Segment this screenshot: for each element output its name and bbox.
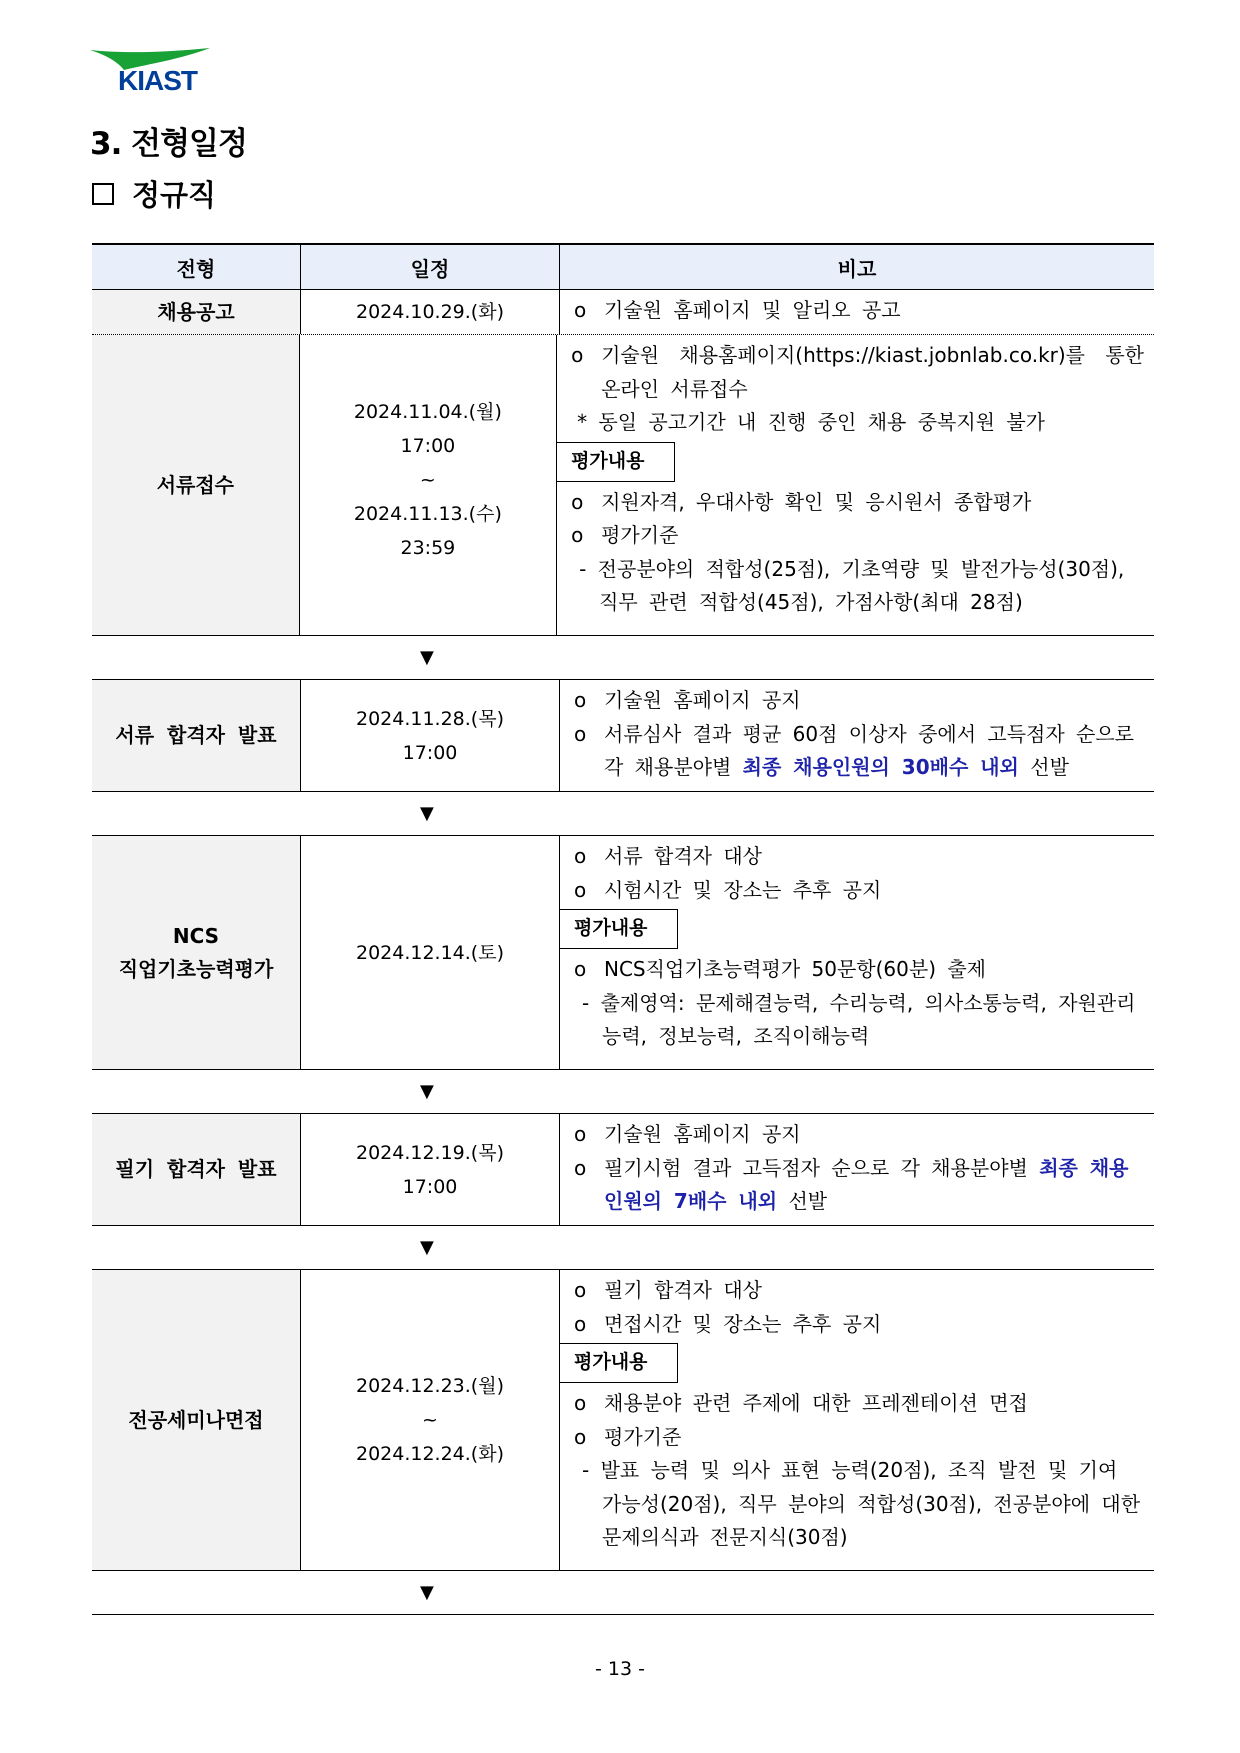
note-item: 인원의 7배수 내외 선발 <box>604 1189 828 1213</box>
highlight-text: 최종 채용 <box>1039 1155 1129 1180</box>
eval-item: o NCS직업기초능력평가 50문항(60분) 출제 <box>574 953 1144 987</box>
svg-text:KIAST: KIAST <box>118 65 197 96</box>
table-row <box>92 335 1154 636</box>
eval-label: 평가내용 <box>560 1343 678 1383</box>
stage-cell: 서류 합격자 발표 <box>92 680 301 791</box>
flow-arrow <box>92 1226 1154 1270</box>
notes-cell <box>560 836 1154 1069</box>
schedule-cell: 2024.10.29.(화) <box>301 290 560 334</box>
header-notes: 비고 <box>837 256 877 281</box>
eval-item: - 전공분야의 적합성(25점), 기초역량 및 발전가능성(30점), <box>579 556 1125 581</box>
schedule-cell: 2024.12.23.(월) ~ 2024.12.24.(화) <box>301 1270 560 1570</box>
eval-item: 가능성(20점), 직무 분야의 적합성(30점), 전공분야에 대한 <box>602 1491 1141 1516</box>
checkbox-icon <box>92 183 114 205</box>
stage-cell: 서류접수 <box>92 335 300 635</box>
eval-item: 직무 관련 적합성(45점), 가점사항(최대 28점) <box>599 590 1023 614</box>
flow-arrow <box>92 636 1154 680</box>
note-item: o 기술원 홈페이지 공지 <box>574 684 1144 718</box>
note-item: o 필기시험 결과 고득점자 순으로 각 채용분야별 최종 채용 <box>574 1152 1144 1186</box>
eval-label: 평가내용 <box>557 442 675 482</box>
flow-arrow <box>92 792 1154 836</box>
notes-cell <box>560 1114 1154 1225</box>
eval-item: o 평가기준 <box>574 1421 1144 1455</box>
schedule-cell: 2024.12.14.(토) <box>301 836 560 1069</box>
note-item: 각 채용분야별 최종 채용인원의 30배수 내외 선발 <box>604 755 1069 779</box>
eval-item: o 채용분야 관련 주제에 대한 프레젠테이션 면접 <box>574 1387 1144 1421</box>
stage-cell: 전공세미나면접 <box>92 1270 301 1570</box>
highlight-text: 최종 채용인원의 30배수 내외 <box>742 755 1019 779</box>
subsection-title-text: 정규직 <box>132 178 217 212</box>
table-row <box>92 680 1154 792</box>
header-schedule: 일정 <box>301 245 560 289</box>
note-item: 온라인 서류접수 <box>601 376 748 401</box>
flow-arrow <box>92 1571 1154 1615</box>
eval-item: 능력, 정보능력, 조직이해능력 <box>602 1024 870 1048</box>
notes-cell <box>560 680 1154 791</box>
note-item: o 면접시간 및 장소는 추후 공지 <box>574 1308 1144 1342</box>
note-item: o 시험시간 및 장소는 추후 공지 <box>574 874 1144 908</box>
table-row <box>92 290 1154 335</box>
section-title: 3. 전형일정 <box>90 126 247 162</box>
stage-cell: 필기 합격자 발표 <box>92 1114 301 1225</box>
notes-cell <box>557 335 1154 635</box>
eval-item: o 평가기준 <box>571 519 1144 553</box>
table-row <box>92 836 1154 1070</box>
flow-arrow <box>92 1070 1154 1114</box>
eval-item: o 지원자격, 우대사항 확인 및 응시원서 종합평가 <box>571 486 1144 520</box>
table-row <box>92 1270 1154 1571</box>
table-row <box>92 1114 1154 1226</box>
schedule-cell: 2024.12.19.(목) 17:00 <box>301 1114 560 1225</box>
kiast-logo <box>88 46 213 96</box>
header-stage: 전형 <box>92 245 301 289</box>
note-item: o 서류 합격자 대상 <box>574 840 1144 874</box>
notes-cell <box>560 1270 1154 1570</box>
stage-cell: 채용공고 <box>92 290 301 334</box>
eval-item: - 출제영역: 문제해결능력, 수리능력, 의사소통능력, 자원관리 <box>582 990 1136 1015</box>
schedule-cell: 2024.11.04.(월) 17:00 ~ 2024.11.13.(수) 23:59 <box>300 335 557 635</box>
note-item: * 동일 공고기간 내 진행 중인 채용 중복지원 불가 <box>577 410 1046 434</box>
schedule-table <box>92 243 1154 1615</box>
notes-cell <box>560 290 1154 334</box>
eval-item: 문제의식과 전문지식(30점) <box>602 1525 848 1549</box>
table-header <box>92 243 1154 290</box>
eval-item: - 발표 능력 및 의사 표현 능력(20점), 조직 발전 및 기여 <box>582 1458 1118 1482</box>
note-item: o 필기 합격자 대상 <box>574 1274 1144 1308</box>
schedule-cell: 2024.11.28.(목) 17:00 <box>301 680 560 791</box>
subsection-title <box>92 173 216 214</box>
note-item: o 기술원 채용홈페이지(https://kiast.jobnlab.co.kr)를 통한 <box>571 339 1144 373</box>
highlight-text: 인원의 7배수 내외 <box>604 1189 778 1213</box>
page-number: - 13 - <box>595 1658 645 1680</box>
note-item: o 기술원 홈페이지 공지 <box>574 1118 1144 1152</box>
eval-label: 평가내용 <box>560 909 678 949</box>
note-item: o 서류심사 결과 평균 60점 이상자 중에서 고득점자 순으로 <box>574 718 1144 752</box>
stage-cell: NCS 직업기초능력평가 <box>92 836 301 1069</box>
note-item: o 기술원 홈페이지 및 알리오 공고 <box>574 294 1144 328</box>
